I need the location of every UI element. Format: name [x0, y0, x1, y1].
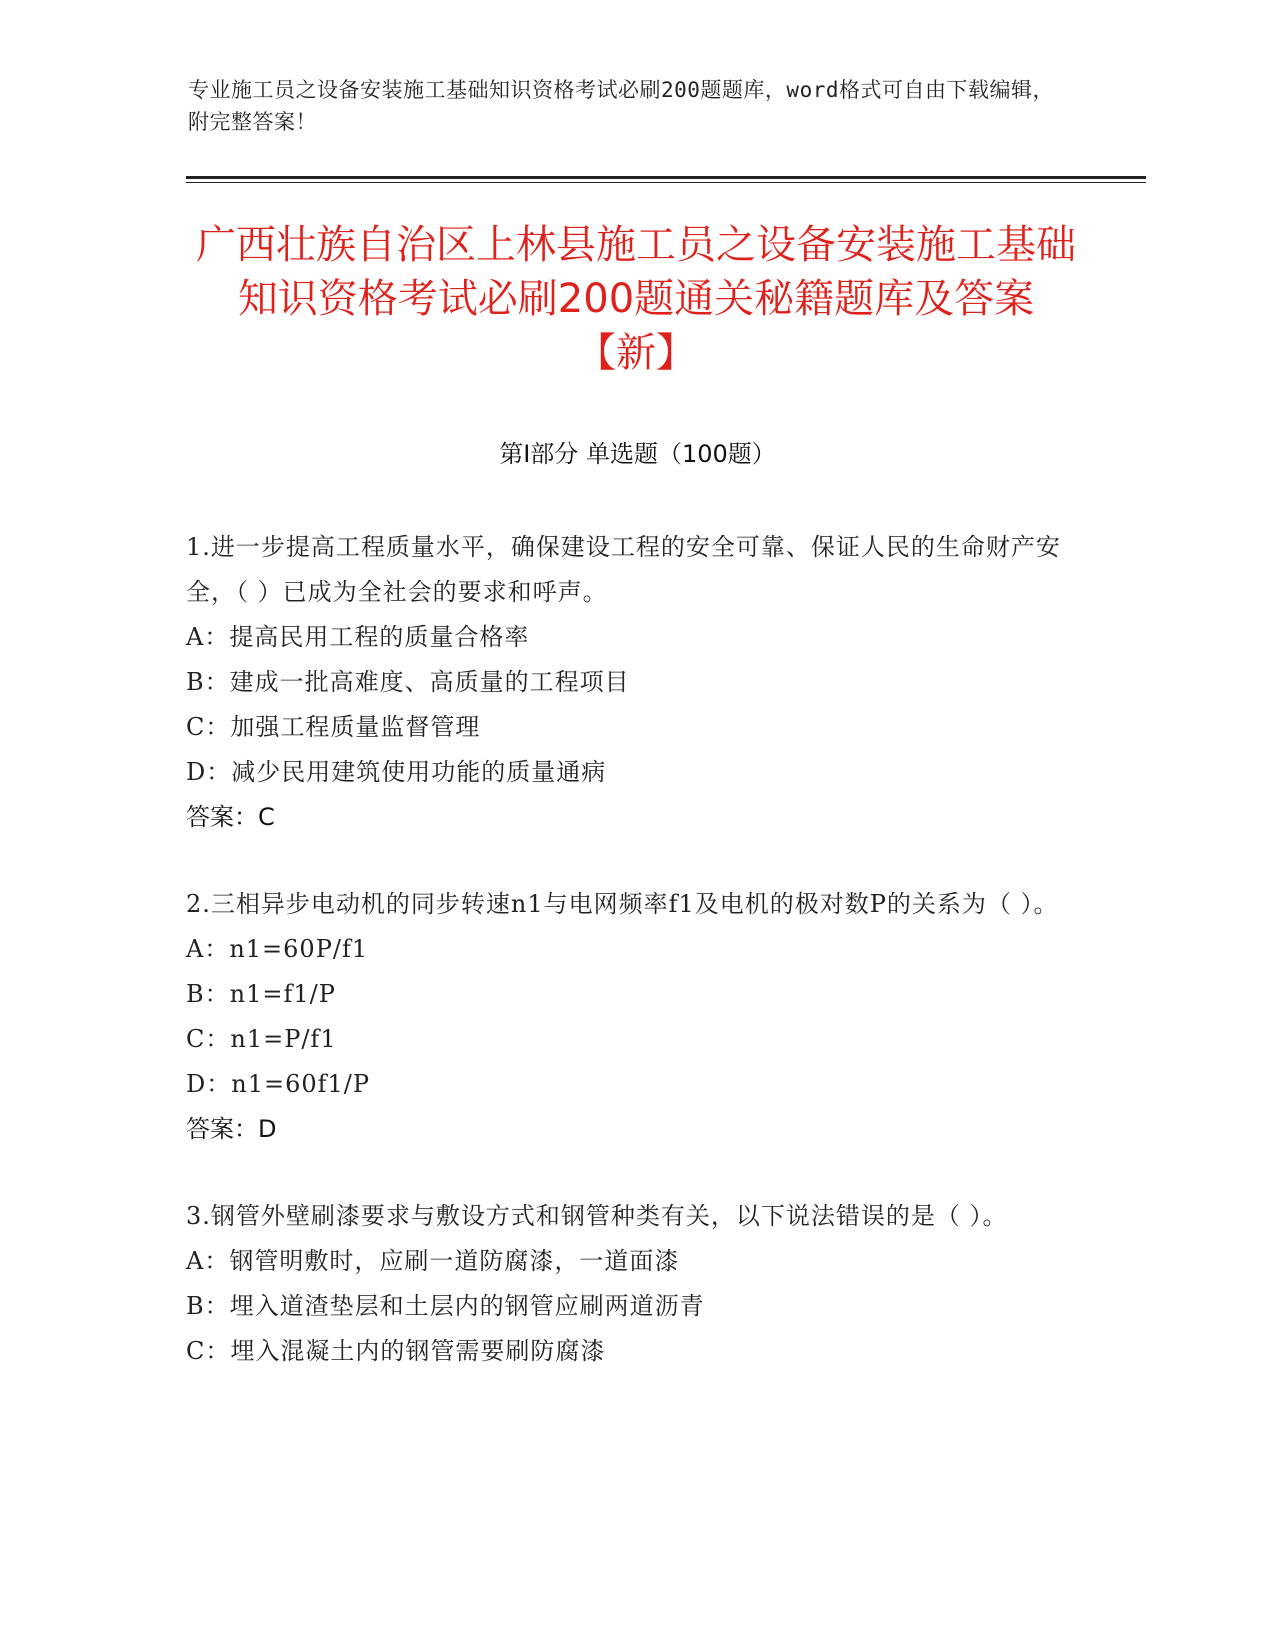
- option-a: A：n1=60P/f1: [186, 935, 369, 963]
- option-b: B：n1=f1/P: [186, 980, 336, 1008]
- option-b: B：埋入道渣垫层和土层内的钢管应刷两道沥青: [186, 1292, 705, 1320]
- option-a: A：钢管明敷时，应刷一道防腐漆，一道面漆: [186, 1247, 680, 1275]
- question-stem: 3.钢管外壁刷漆要求与敷设方式和钢管种类有关，以下说法错误的是（ ）。: [186, 1202, 1008, 1230]
- question-2: [186, 882, 1086, 1152]
- section-title: 第Ⅰ部分 单选题（100题）: [499, 440, 776, 468]
- answer: 答案：C: [186, 803, 275, 831]
- header-rule-thick: [186, 176, 1146, 179]
- question-1: [186, 525, 1086, 840]
- question-list: [186, 525, 1086, 1416]
- option-c: C：加强工程质量监督管理: [186, 713, 481, 741]
- option-a: A：提高民用工程的质量合格率: [186, 623, 530, 651]
- option-b: B：建成一批高难度、高质量的工程项目: [186, 668, 630, 696]
- option-c: C：n1=P/f1: [186, 1025, 337, 1053]
- option-d: D：n1=60f1/P: [186, 1070, 371, 1098]
- header-rule-thin: [186, 182, 1146, 183]
- question-stem: 1.进一步提高工程质量水平，确保建设工程的安全可靠、保证人民的生命财产安全，（ ）已成为全社会的要求和呼声。: [186, 533, 1061, 606]
- option-c: C：埋入混凝土内的钢管需要刷防腐漆: [186, 1337, 606, 1365]
- option-d: D：减少民用建筑使用功能的质量通病: [186, 758, 607, 786]
- document-title: 广西壮族自治区上林县施工员之设备安装施工基础知识资格考试必刷200题通关秘籍题库及答案【新】: [196, 222, 1076, 376]
- header-note: 专业施工员之设备安装施工基础知识资格考试必刷200题题库，word格式可自由下载编辑，附完整答案！: [188, 78, 1054, 134]
- answer: 答案：D: [186, 1115, 277, 1143]
- question-stem: 2.三相异步电动机的同步转速n1与电网频率f1及电机的极对数P的关系为（ ）。: [186, 890, 1059, 918]
- question-3: [186, 1194, 1086, 1374]
